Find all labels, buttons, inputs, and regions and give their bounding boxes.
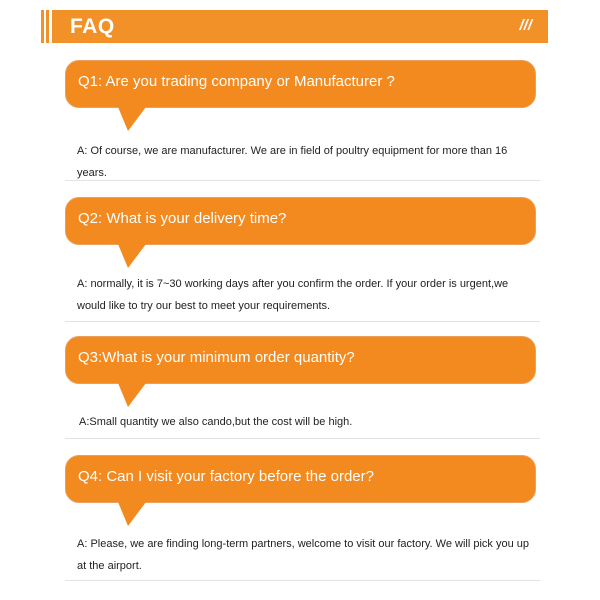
question-3: Q3:What is your minimum order quantity? <box>78 349 355 366</box>
faq-item-4 <box>65 455 536 572</box>
divider <box>65 438 540 439</box>
question-bubble-3 <box>65 336 536 384</box>
divider <box>65 180 540 181</box>
answer-4: A: Please, we are finding long-term partners, welcome to visit our factory. We will pick you up at the airport. <box>77 538 530 572</box>
faq-item-3 <box>65 336 536 428</box>
speech-tail <box>118 383 146 407</box>
divider <box>65 321 540 322</box>
question-2: Q2: What is your delivery time? <box>78 210 287 227</box>
speech-tail <box>118 502 146 526</box>
answer-2: A: normally, it is 7~30 working days after you confirm the order. If your order is urgent,we would like to try our best to meet your requirements. <box>77 278 509 312</box>
question-4: Q4: Can I visit your factory before the order? <box>78 468 374 485</box>
answer-3: A:Small quantity we also cando,but the cost will be high. <box>79 416 353 428</box>
question-bubble-4 <box>65 455 536 503</box>
speech-tail <box>118 107 146 131</box>
question-bubble-1 <box>65 60 536 108</box>
divider <box>65 580 540 581</box>
header-decoration: /// <box>519 17 532 34</box>
header-stripe <box>41 10 44 43</box>
answer-1: A: Of course, we are manufacturer. We are in field of poultry equipment for more than 16 years. <box>77 145 508 179</box>
speech-tail <box>118 244 146 268</box>
faq-item-2 <box>65 197 536 312</box>
page-title: FAQ <box>70 15 115 38</box>
question-bubble-2 <box>65 197 536 245</box>
faq-header <box>52 10 548 43</box>
header-stripe <box>46 10 49 43</box>
faq-item-1 <box>65 60 536 179</box>
question-1: Q1: Are you trading company or Manufacturer ? <box>78 73 395 90</box>
